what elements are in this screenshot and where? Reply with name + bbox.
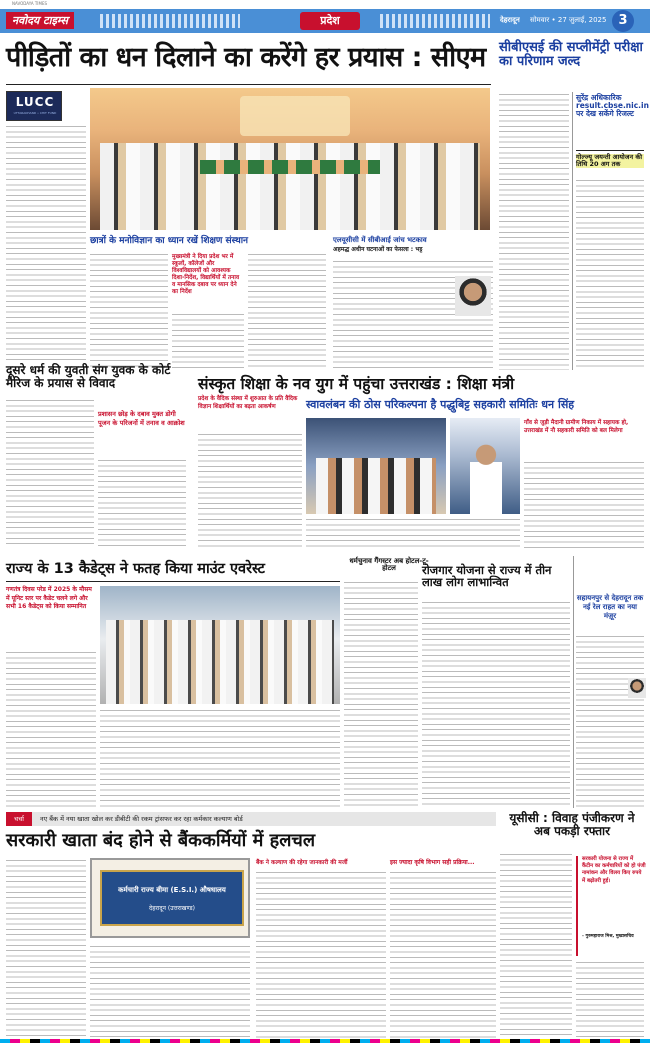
everest-rule	[6, 581, 340, 582]
lucc-logo	[6, 91, 62, 121]
shiksha-article-text-3	[248, 252, 326, 370]
sarkari-article-text-3	[256, 870, 386, 1038]
swavlamban-side: गाँव से जुड़ी मैदानी ग्रामीण निकाय में सहायक हो, उत्तराखंड में नौ सहकारी समिति को बल मिलेगा	[524, 420, 629, 434]
yuvati-headline: दूसरे धर्म की युवती संग युवक के कोर्ट मैरिज के प्रयास से विवाद	[6, 363, 171, 390]
esi-board-title: कर्मचारी राज्य बीमा (E.S.I.) औषधालय	[118, 886, 226, 894]
sahayak-headline: सहायनपुर से देहरादून तक नई रेल राहत का नया मंज़ूर	[576, 594, 644, 620]
column-divider	[572, 92, 573, 370]
emsi-subhead: अहमद्ध अधीन घटनाओं का फेसला : भट्ट	[333, 246, 423, 253]
masthead-city: देहरादून	[500, 16, 520, 24]
quote-panel-sign: - गुरुमहाराज मिश्र, मुख्यसचिव	[582, 934, 634, 939]
shiksha-article-text-2	[172, 312, 244, 370]
page-number: 3	[612, 10, 634, 32]
masthead-sub: NAVODAYA TIMES	[12, 1, 48, 6]
jayanti-article-text	[576, 178, 644, 370]
emsi-headline: एलयूसीसी में सीबीआई जांच भटकाव	[333, 236, 427, 244]
sanskrit-photo-people	[316, 458, 436, 514]
sarkari-article-text	[6, 858, 86, 1038]
shiksha-article-text	[90, 252, 168, 370]
main-headline: पीड़ितों का धन दिलाने का करेंगे हर प्रयास : सीएम	[6, 42, 486, 73]
swavlamban-photo	[450, 418, 520, 514]
everest-article-text	[6, 650, 96, 808]
shiksha-pull-quote: मुख्यमंत्री ने दिया प्रदेश भर में स्कूलों, कॉलेजों और विश्वविद्यालयों को आवश्यक दिशा-निर्देश, विद्यार्थियों में तनाव व मानसिक दबाव पर ध्यान देने का निर्देश	[172, 254, 240, 295]
swavlamban-headline: स्वावलंबन की ठोस परिकल्पना है पद्धुबिट्ट सहकारी समितिः धन सिंह	[306, 398, 575, 411]
masthead-logo: नवोदय टाइम्स	[6, 12, 74, 29]
ucc-article-text	[500, 852, 572, 1038]
sahayak-portrait	[628, 678, 646, 698]
lucc-logo-text: LUCC	[15, 95, 55, 109]
sahayak-article-text	[576, 634, 644, 808]
esi-board	[100, 870, 244, 926]
registration-strip	[0, 1039, 650, 1043]
everest-caption	[100, 708, 340, 808]
swavlamban-person	[470, 440, 502, 514]
shiksha-headline: छात्रों के मनोविज्ञान का ध्यान रखें शिक्षण संस्थान	[90, 236, 249, 246]
everest-cadets-photo	[100, 586, 340, 704]
section-label: प्रदेश	[300, 12, 360, 30]
sarkari-mid-head: बैंक ने कल्याण की रहेगा जानकारी की मर्जी	[256, 860, 348, 866]
masthead-date: सोमवार • 27 जुलाई, 2025	[530, 16, 607, 24]
sarkari-article-text-2	[90, 944, 250, 1038]
rozgar-article-text	[422, 600, 570, 808]
jayanti-headline: गोल्ज्यू जयन्ती आयोजन की तिथि 20 अग तक	[576, 153, 643, 168]
quote-panel	[576, 856, 644, 956]
photo-books	[200, 160, 380, 174]
swavlamban-article-text	[524, 460, 644, 550]
surendra-headline: सुरेंद्र अधिकारिक result.cbse.nic.in पर देख सकेंगे रिजल्ट	[576, 93, 649, 118]
yuvati-article-text	[6, 398, 94, 548]
surendra-rule	[576, 150, 644, 151]
cm-event-photo	[90, 88, 490, 230]
photo-people	[100, 143, 480, 230]
masthead-stripes	[100, 14, 240, 28]
rozgar-headline: रोजगार योजना से राज्य में तीन लाख लोग लाभान्वित	[422, 563, 552, 590]
masthead-stripes-right	[380, 14, 490, 28]
middle-article-text	[198, 556, 338, 557]
ticker-label: चर्चा	[6, 812, 32, 826]
sanskrit-article-text	[198, 432, 302, 550]
swavlamban-caption	[306, 517, 520, 551]
masthead	[0, 1, 650, 33]
esi-board-photo	[90, 858, 250, 938]
haridwar-article-text	[344, 580, 418, 808]
haridwar-headline: धर्मचुनाव गैंगस्टर अब होटल-टू-होटल	[349, 557, 429, 573]
sarkari-headline: सरकारी खाता बंद होने से बैंककर्मियों में हलचल	[6, 830, 316, 851]
photo-banner	[240, 96, 350, 136]
ticker-text: नए बैंक में नया खाता खोल कर डीबीटी की रकम ट्रांसफर कर रहा कर्मकार कल्याण बोर्ड	[40, 815, 243, 823]
everest-side: गणतंत्र दिवस परेड में 2025 के मौसम में यूनिट स्तर पर कैडेट चलने लगे और सभी 16 कैडेट्स को किया सम्मानित	[6, 586, 92, 610]
sanskrit-headline: संस्कृत शिक्षा के नव युग में पहुंचा उत्तराखंड : शिक्षा मंत्री	[198, 375, 515, 393]
sanskrit-side: प्रदेश के वैदिक संस्था में शुरुआत के प्रति वैदिक विज्ञान शिक्षार्थियों का बढ़ता आकर्षण	[198, 396, 298, 410]
sanskrit-event-photo	[306, 418, 446, 514]
ucc-headline: यूसीसी : विवाह पंजीकरण ने अब पकड़ी रफ्तार	[509, 811, 635, 838]
news-ticker	[6, 812, 496, 826]
prashasan-pull: प्रशासन छोड़ के दबाव मुक्त डोगी पूजन के परिजनों में तनाव व आक्रोश	[98, 410, 185, 427]
sahayata-article-text	[390, 870, 496, 1038]
everest-cadets-row	[106, 620, 334, 704]
column-divider-right	[573, 556, 574, 808]
main-rule	[6, 84, 491, 85]
lucc-logo-sub: UTTARAKHAND • CHIT FUND	[13, 111, 57, 115]
everest-headline: राज्य के 13 कैडेट्स ने फतह किया माउंट एवरेस्ट	[6, 561, 265, 577]
ucc-article-text-2	[576, 960, 644, 1038]
sahayata-headline: इस ज्यादा कृषि विभाग सही प्रक्रिया...	[390, 859, 475, 866]
emsi-portrait	[455, 276, 491, 316]
prashasan-article-text	[98, 458, 186, 548]
esi-board-sub: देहरादून (उत्तराखण्ड)	[149, 905, 195, 912]
cbse-article-text	[499, 92, 569, 370]
quote-panel-text: सरकारी योजना से राज्य में कैंटीन का कर्मचारियों को हो पंजी नामांकन और विलय किए रुपये में बढ़ोतरी हुई।	[582, 856, 646, 884]
cbse-headline: सीबीएसई की सप्लीमेंट्री परीक्षा का परिणाम जल्द	[499, 40, 643, 69]
lucc-article-text	[6, 124, 86, 360]
